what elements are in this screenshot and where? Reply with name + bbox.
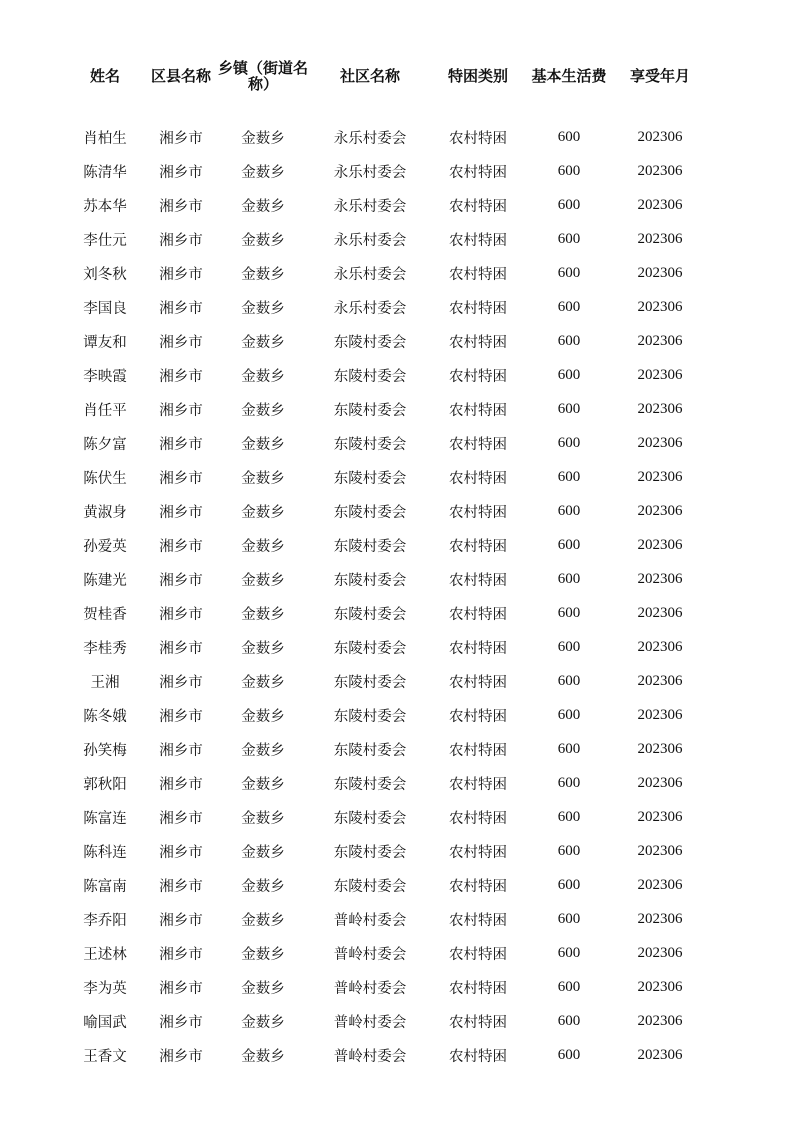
cell-start-month: 202306	[637, 434, 683, 451]
cell-allowance: 600	[557, 468, 581, 485]
cell-community: 东陵村委会	[333, 878, 407, 895]
cell-name: 刘冬秋	[83, 266, 127, 283]
cell-county: 湘乡市	[159, 504, 203, 521]
cell-hardship-type: 农村特困	[449, 266, 507, 283]
cell-name: 陈富南	[83, 878, 127, 895]
cell-hardship-type: 农村特困	[449, 606, 507, 623]
cell-start-month: 202306	[637, 604, 683, 621]
cell-community: 东陵村委会	[333, 776, 407, 793]
cell-start-month: 202306	[637, 230, 683, 247]
cell-township: 金薮乡	[241, 674, 285, 691]
cell-allowance: 600	[557, 128, 581, 145]
table-row	[66, 460, 706, 494]
cell-name: 李国良	[83, 300, 127, 317]
cell-township: 金薮乡	[241, 878, 285, 895]
cell-name: 王述林	[83, 946, 127, 963]
cell-start-month: 202306	[637, 672, 683, 689]
cell-hardship-type: 农村特困	[449, 980, 507, 997]
cell-name: 孙笑梅	[83, 742, 127, 759]
cell-allowance: 600	[557, 1012, 581, 1029]
cell-name: 李映霞	[83, 368, 127, 385]
cell-community: 东陵村委会	[333, 334, 407, 351]
cell-allowance: 600	[557, 230, 581, 247]
table-row	[66, 1038, 706, 1072]
cell-hardship-type: 农村特困	[449, 130, 507, 147]
cell-township: 金薮乡	[241, 266, 285, 283]
cell-name: 苏本华	[83, 198, 127, 215]
cell-hardship-type: 农村特困	[449, 878, 507, 895]
cell-hardship-type: 农村特困	[449, 402, 507, 419]
cell-name: 贺桂香	[83, 606, 127, 623]
cell-hardship-type: 农村特困	[449, 844, 507, 861]
cell-county: 湘乡市	[159, 266, 203, 283]
table-row	[66, 970, 706, 1004]
cell-start-month: 202306	[637, 298, 683, 315]
cell-county: 湘乡市	[159, 470, 203, 487]
cell-community: 东陵村委会	[333, 742, 407, 759]
cell-county: 湘乡市	[159, 130, 203, 147]
cell-community: 东陵村委会	[333, 640, 407, 657]
cell-county: 湘乡市	[159, 674, 203, 691]
cell-township: 金薮乡	[241, 436, 285, 453]
cell-township: 金薮乡	[241, 912, 285, 929]
cell-hardship-type: 农村特困	[449, 946, 507, 963]
cell-allowance: 600	[557, 298, 581, 315]
cell-hardship-type: 农村特困	[449, 810, 507, 827]
table-row	[66, 664, 706, 698]
table-row	[66, 154, 706, 188]
cell-township: 金薮乡	[241, 946, 285, 963]
cell-allowance: 600	[557, 536, 581, 553]
header-start-month: 享受年月	[629, 67, 690, 85]
cell-township: 金薮乡	[241, 572, 285, 589]
header-row	[66, 54, 706, 98]
cell-start-month: 202306	[637, 774, 683, 791]
cell-county: 湘乡市	[159, 810, 203, 827]
cell-county: 湘乡市	[159, 912, 203, 929]
header-community: 社区名称	[339, 67, 400, 85]
table-row	[66, 222, 706, 256]
cell-county: 湘乡市	[159, 844, 203, 861]
cell-county: 湘乡市	[159, 878, 203, 895]
cell-community: 普岭村委会	[333, 1014, 407, 1031]
cell-hardship-type: 农村特困	[449, 912, 507, 929]
cell-hardship-type: 农村特困	[449, 368, 507, 385]
cell-name: 王香文	[83, 1048, 127, 1065]
cell-county: 湘乡市	[159, 776, 203, 793]
cell-county: 湘乡市	[159, 232, 203, 249]
cell-name: 王湘	[90, 674, 120, 691]
header-basic-living-allowance: 基本生活费	[531, 67, 607, 85]
cell-allowance: 600	[557, 672, 581, 689]
cell-allowance: 600	[557, 434, 581, 451]
cell-hardship-type: 农村特困	[449, 198, 507, 215]
cell-community: 永乐村委会	[333, 300, 407, 317]
cell-start-month: 202306	[637, 944, 683, 961]
cell-township: 金薮乡	[241, 606, 285, 623]
cell-allowance: 600	[557, 162, 581, 179]
cell-hardship-type: 农村特困	[449, 776, 507, 793]
cell-hardship-type: 农村特困	[449, 334, 507, 351]
table-row	[66, 494, 706, 528]
cell-start-month: 202306	[637, 128, 683, 145]
table-row	[66, 528, 706, 562]
cell-county: 湘乡市	[159, 606, 203, 623]
cell-allowance: 600	[557, 706, 581, 723]
cell-county: 湘乡市	[159, 708, 203, 725]
cell-county: 湘乡市	[159, 436, 203, 453]
cell-start-month: 202306	[637, 876, 683, 893]
cell-hardship-type: 农村特困	[449, 504, 507, 521]
cell-name: 陈伏生	[83, 470, 127, 487]
table-row	[66, 426, 706, 460]
cell-county: 湘乡市	[159, 572, 203, 589]
cell-start-month: 202306	[637, 1012, 683, 1029]
table-body	[66, 98, 706, 1072]
cell-name: 黄淑身	[83, 504, 127, 521]
cell-community: 永乐村委会	[333, 266, 407, 283]
cell-township: 金薮乡	[241, 810, 285, 827]
cell-allowance: 600	[557, 570, 581, 587]
cell-township: 金薮乡	[241, 232, 285, 249]
cell-county: 湘乡市	[159, 742, 203, 759]
header-name: 姓名	[89, 67, 120, 85]
cell-community: 东陵村委会	[333, 844, 407, 861]
header-hardship-type: 特困类别	[447, 67, 508, 85]
cell-allowance: 600	[557, 910, 581, 927]
cell-start-month: 202306	[637, 196, 683, 213]
cell-allowance: 600	[557, 808, 581, 825]
cell-community: 东陵村委会	[333, 708, 407, 725]
cell-county: 湘乡市	[159, 980, 203, 997]
cell-township: 金薮乡	[241, 402, 285, 419]
cell-county: 湘乡市	[159, 640, 203, 657]
cell-township: 金薮乡	[241, 130, 285, 147]
cell-allowance: 600	[557, 978, 581, 995]
cell-township: 金薮乡	[241, 640, 285, 657]
cell-name: 陈富连	[83, 810, 127, 827]
cell-county: 湘乡市	[159, 1014, 203, 1031]
cell-start-month: 202306	[637, 400, 683, 417]
table-row	[66, 392, 706, 426]
cell-county: 湘乡市	[159, 198, 203, 215]
cell-hardship-type: 农村特困	[449, 742, 507, 759]
cell-hardship-type: 农村特困	[449, 300, 507, 317]
cell-name: 肖柏生	[83, 130, 127, 147]
cell-name: 谭友和	[83, 334, 127, 351]
cell-township: 金薮乡	[241, 300, 285, 317]
special-hardship-roster-table	[66, 54, 706, 1072]
cell-community: 普岭村委会	[333, 912, 407, 929]
cell-township: 金薮乡	[241, 742, 285, 759]
cell-name: 喻国武	[83, 1014, 127, 1031]
cell-hardship-type: 农村特困	[449, 1014, 507, 1031]
cell-community: 永乐村委会	[333, 198, 407, 215]
table-row	[66, 1004, 706, 1038]
cell-community: 东陵村委会	[333, 402, 407, 419]
cell-community: 永乐村委会	[333, 164, 407, 181]
cell-start-month: 202306	[637, 910, 683, 927]
cell-community: 普岭村委会	[333, 946, 407, 963]
cell-community: 普岭村委会	[333, 1048, 407, 1065]
cell-township: 金薮乡	[241, 504, 285, 521]
cell-township: 金薮乡	[241, 1048, 285, 1065]
cell-start-month: 202306	[637, 468, 683, 485]
cell-community: 东陵村委会	[333, 606, 407, 623]
cell-county: 湘乡市	[159, 164, 203, 181]
cell-community: 东陵村委会	[333, 436, 407, 453]
cell-allowance: 600	[557, 1046, 581, 1063]
cell-allowance: 600	[557, 604, 581, 621]
table-row	[66, 188, 706, 222]
cell-township: 金薮乡	[241, 368, 285, 385]
cell-township: 金薮乡	[241, 164, 285, 181]
cell-name: 李为英	[83, 980, 127, 997]
cell-county: 湘乡市	[159, 1048, 203, 1065]
cell-hardship-type: 农村特困	[449, 708, 507, 725]
table-row	[66, 562, 706, 596]
spacer-cell	[66, 98, 706, 120]
cell-start-month: 202306	[637, 332, 683, 349]
cell-allowance: 600	[557, 944, 581, 961]
table-row	[66, 868, 706, 902]
cell-start-month: 202306	[637, 1046, 683, 1063]
cell-name: 李桂秀	[83, 640, 127, 657]
cell-start-month: 202306	[637, 536, 683, 553]
table-row	[66, 290, 706, 324]
cell-start-month: 202306	[637, 264, 683, 281]
cell-start-month: 202306	[637, 366, 683, 383]
cell-start-month: 202306	[637, 978, 683, 995]
cell-county: 湘乡市	[159, 946, 203, 963]
cell-name: 陈夕富	[83, 436, 127, 453]
cell-county: 湘乡市	[159, 368, 203, 385]
cell-start-month: 202306	[637, 842, 683, 859]
cell-allowance: 600	[557, 876, 581, 893]
cell-name: 李乔阳	[83, 912, 127, 929]
cell-name: 李仕元	[83, 232, 127, 249]
cell-allowance: 600	[557, 740, 581, 757]
table-row	[66, 800, 706, 834]
cell-start-month: 202306	[637, 162, 683, 179]
cell-township: 金薮乡	[241, 334, 285, 351]
table-row	[66, 732, 706, 766]
table-row	[66, 324, 706, 358]
table-row	[66, 630, 706, 664]
cell-allowance: 600	[557, 400, 581, 417]
cell-hardship-type: 农村特困	[449, 436, 507, 453]
cell-allowance: 600	[557, 638, 581, 655]
cell-township: 金薮乡	[241, 844, 285, 861]
cell-name: 陈科连	[83, 844, 127, 861]
table-row	[66, 936, 706, 970]
cell-hardship-type: 农村特困	[449, 232, 507, 249]
table-row	[66, 766, 706, 800]
cell-county: 湘乡市	[159, 300, 203, 317]
cell-county: 湘乡市	[159, 538, 203, 555]
cell-community: 东陵村委会	[333, 572, 407, 589]
cell-start-month: 202306	[637, 740, 683, 757]
cell-start-month: 202306	[637, 638, 683, 655]
cell-township: 金薮乡	[241, 980, 285, 997]
header-county: 区县名称	[150, 67, 211, 85]
cell-name: 郭秋阳	[83, 776, 127, 793]
cell-community: 永乐村委会	[333, 130, 407, 147]
cell-start-month: 202306	[637, 706, 683, 723]
table-row	[66, 698, 706, 732]
cell-start-month: 202306	[637, 808, 683, 825]
table-row	[66, 120, 706, 154]
table-row	[66, 902, 706, 936]
cell-allowance: 600	[557, 196, 581, 213]
cell-community: 永乐村委会	[333, 232, 407, 249]
cell-township: 金薮乡	[241, 1014, 285, 1031]
cell-community: 普岭村委会	[333, 980, 407, 997]
cell-allowance: 600	[557, 774, 581, 791]
cell-hardship-type: 农村特困	[449, 640, 507, 657]
cell-community: 东陵村委会	[333, 674, 407, 691]
cell-township: 金薮乡	[241, 708, 285, 725]
cell-hardship-type: 农村特困	[449, 538, 507, 555]
table-header	[66, 54, 706, 98]
cell-name: 陈建光	[83, 572, 127, 589]
cell-allowance: 600	[557, 366, 581, 383]
cell-community: 东陵村委会	[333, 504, 407, 521]
cell-name: 陈清华	[83, 164, 127, 181]
header-township: 乡镇（街道名称）	[218, 59, 309, 93]
cell-start-month: 202306	[637, 570, 683, 587]
header-spacer	[66, 98, 706, 120]
cell-name: 陈冬娥	[83, 708, 127, 725]
cell-allowance: 600	[557, 842, 581, 859]
table-row	[66, 834, 706, 868]
cell-township: 金薮乡	[241, 198, 285, 215]
cell-hardship-type: 农村特困	[449, 164, 507, 181]
cell-hardship-type: 农村特困	[449, 674, 507, 691]
cell-hardship-type: 农村特困	[449, 572, 507, 589]
cell-community: 东陵村委会	[333, 368, 407, 385]
cell-township: 金薮乡	[241, 470, 285, 487]
cell-start-month: 202306	[637, 502, 683, 519]
cell-name: 孙爱英	[83, 538, 127, 555]
cell-allowance: 600	[557, 502, 581, 519]
cell-township: 金薮乡	[241, 538, 285, 555]
cell-county: 湘乡市	[159, 334, 203, 351]
table-row	[66, 596, 706, 630]
cell-allowance: 600	[557, 264, 581, 281]
cell-community: 东陵村委会	[333, 810, 407, 827]
cell-hardship-type: 农村特困	[449, 1048, 507, 1065]
cell-community: 东陵村委会	[333, 538, 407, 555]
cell-name: 肖任平	[83, 402, 127, 419]
cell-county: 湘乡市	[159, 402, 203, 419]
cell-hardship-type: 农村特困	[449, 470, 507, 487]
cell-township: 金薮乡	[241, 776, 285, 793]
table-row	[66, 358, 706, 392]
table-row	[66, 256, 706, 290]
cell-allowance: 600	[557, 332, 581, 349]
cell-community: 东陵村委会	[333, 470, 407, 487]
